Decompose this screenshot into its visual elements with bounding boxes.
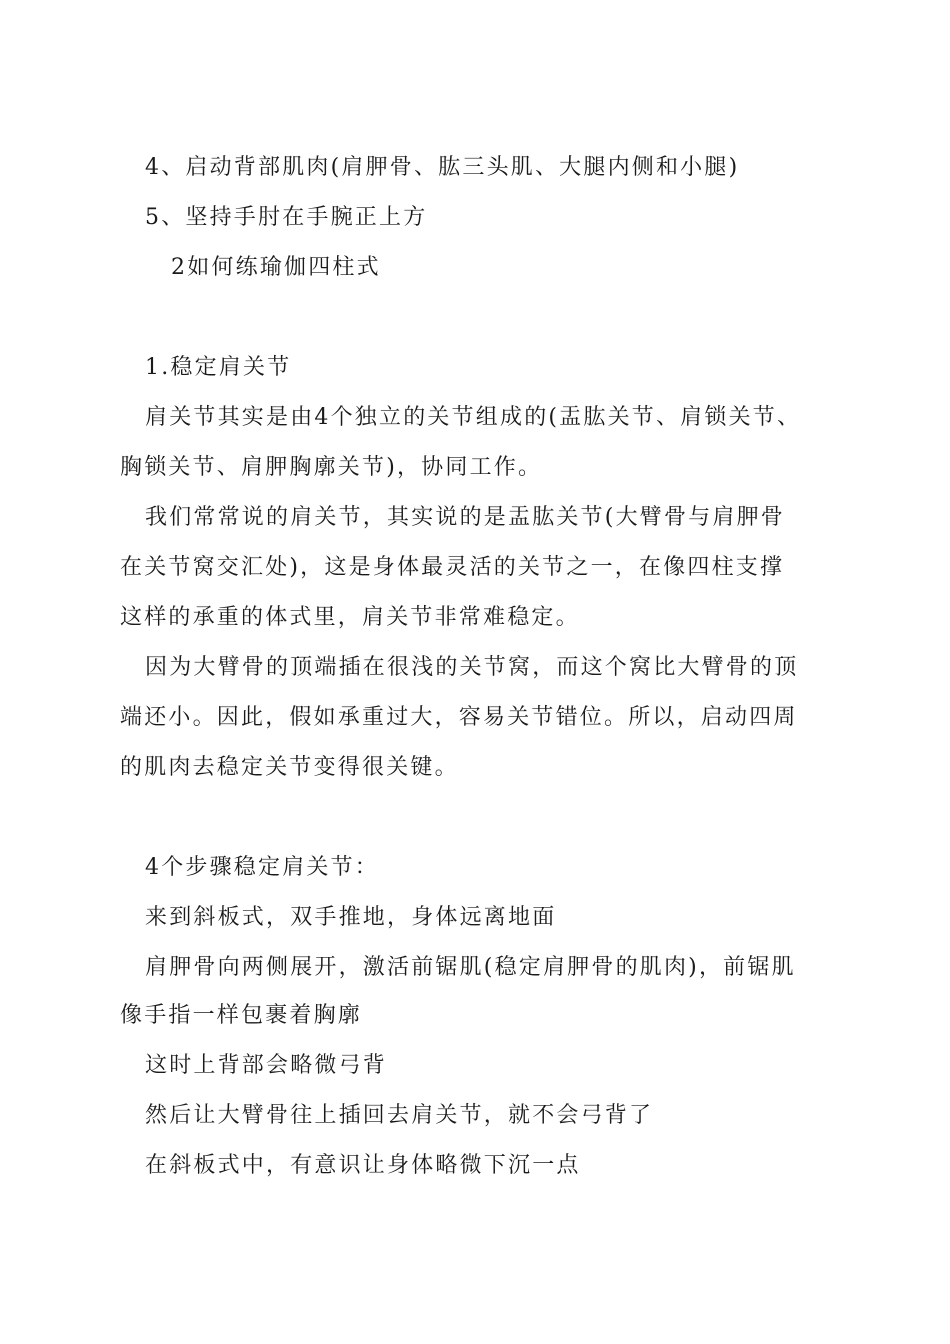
section-heading-2: 2如何练瑜伽四柱式 bbox=[171, 255, 381, 280]
paragraph-line: 在关节窝交汇处)，这是身体最灵活的关节之一，在像四柱支撑 bbox=[120, 555, 785, 580]
step-line: 然后让大臂骨往上插回去肩关节，就不会弓背了 bbox=[145, 1103, 654, 1128]
paragraph-line: 因为大臂骨的顶端插在很浅的关节窝，而这个窝比大臂骨的顶 bbox=[145, 655, 799, 680]
paragraph-line: 胸锁关节、肩胛胸廓关节)，协同工作。 bbox=[120, 455, 543, 480]
paragraph-line: 端还小。因此，假如承重过大，容易关节错位。所以，启动四周 bbox=[120, 705, 798, 730]
paragraph-line: 的肌肉去稳定关节变得很关键。 bbox=[120, 755, 459, 780]
step-line: 在斜板式中，有意识让身体略微下沉一点 bbox=[145, 1153, 581, 1178]
step-line: 这时上背部会略微弓背 bbox=[145, 1053, 388, 1078]
list-item-5: 5、坚持手肘在手腕正上方 bbox=[145, 205, 428, 230]
step-line: 来到斜板式，双手推地，身体远离地面 bbox=[145, 905, 557, 930]
step-line: 肩胛骨向两侧展开，激活前锯肌(稳定肩胛骨的肌肉)，前锯肌 bbox=[145, 955, 796, 980]
step-line: 像手指一样包裹着胸廓 bbox=[120, 1003, 363, 1028]
paragraph-line: 肩关节其实是由4个独立的关节组成的(盂肱关节、肩锁关节、 bbox=[145, 405, 802, 430]
paragraph-line: 这样的承重的体式里，肩关节非常难稳定。 bbox=[120, 605, 580, 630]
subheading-stabilize-shoulder: 1.稳定肩关节 bbox=[145, 355, 292, 380]
list-item-4: 4、启动背部肌肉(肩胛骨、肱三头肌、大腿内侧和小腿) bbox=[145, 155, 740, 180]
steps-heading: 4个步骤稳定肩关节： bbox=[145, 855, 379, 880]
paragraph-line: 我们常常说的肩关节，其实说的是盂肱关节(大臂骨与肩胛骨 bbox=[145, 505, 785, 530]
